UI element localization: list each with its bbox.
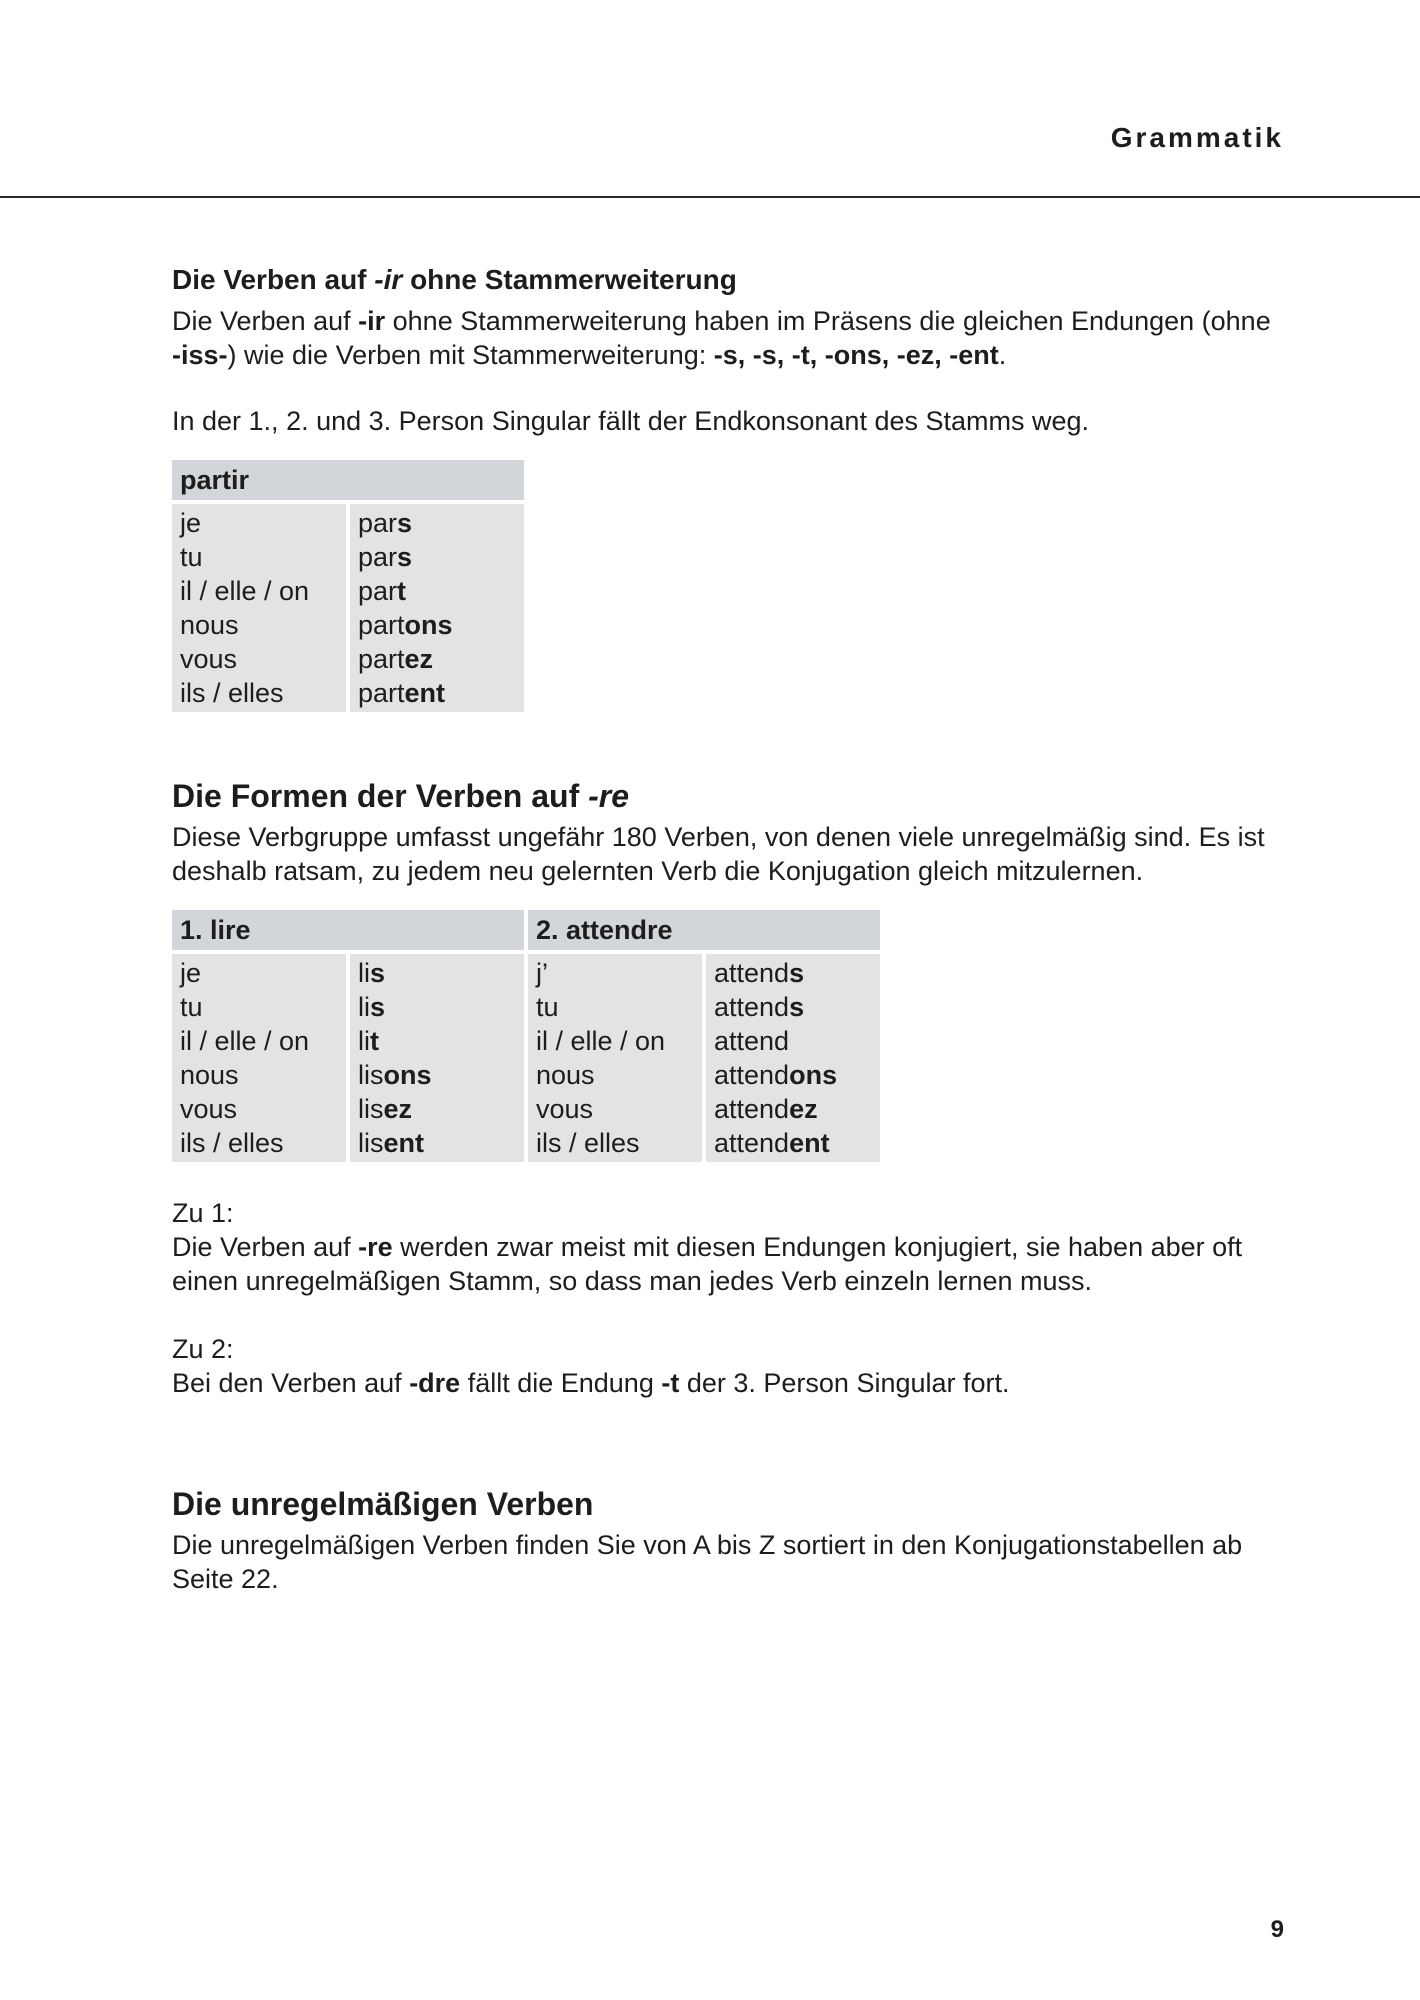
pronoun: j’ (536, 958, 548, 988)
pronoun: nous (180, 610, 239, 640)
table-header-lire: 1. lire (172, 910, 524, 950)
paragraph-ir-endings: Die Verben auf -ir ohne Stammerweiterung haben im Präsens die gleichen Endungen (ohne -iss-) wie die Verben mit Stammerweiterung: -s, -s, -t, -ons, -ez, -ent. (172, 306, 1271, 370)
paragraph-irregular-verbs: Die unregelmäßigen Verben finden Sie von A bis Z sortiert in den Konjugationstabellen ab Seite 22. (172, 1530, 1243, 1594)
table-header-attendre: 2. attendre (528, 910, 880, 950)
note-text-2: Bei den Verben auf -dre fällt die Endung -t der 3. Person Singular fort. (172, 1368, 1010, 1398)
verb-form: lis (358, 992, 386, 1022)
pronoun: ils / elles (180, 1128, 284, 1158)
table-header: partir (172, 460, 524, 500)
pronoun: nous (180, 1060, 239, 1090)
pronoun: vous (536, 1094, 594, 1124)
verb-form-column-attendre (706, 954, 880, 1162)
verb-form: pars (358, 508, 413, 538)
pronoun: il / elle / on (180, 576, 310, 606)
pronoun-column (172, 504, 346, 712)
conjugation-table-partir (168, 456, 528, 716)
note-text-1: Die Verben auf -re werden zwar meist mit diesen Endungen konjugiert, sie haben aber oft einen unregelmäßigen Stamm, so dass man jedes Verb einzeln lernen muss. (172, 1232, 1243, 1296)
page-content (172, 262, 1282, 1596)
pronoun: tu (180, 542, 203, 572)
pronoun: ils / elles (180, 678, 284, 708)
pronoun: je (180, 958, 202, 988)
section-heading-re-verbs: Die Formen der Verben auf -re (172, 778, 630, 814)
verb-form: lisent (358, 1128, 424, 1158)
pronoun: vous (180, 644, 238, 674)
pronoun: ils / elles (536, 1128, 640, 1158)
verb-form: partez (358, 644, 434, 674)
running-head: Grammatik (1110, 122, 1284, 153)
paragraph-re-verbs-intro: Diese Verbgruppe umfasst ungefähr 180 Verben, von denen viele unregelmäßig sind. Es ist deshalb ratsam, zu jedem neu gelernten Verb die Konjugation gleich mitzulernen. (172, 822, 1265, 886)
verb-form: attends (714, 958, 805, 988)
note-label-2: Zu 2: (172, 1334, 234, 1364)
note-label-1: Zu 1: (172, 1198, 234, 1228)
pronoun: vous (180, 1094, 238, 1124)
verb-form: attendent (714, 1128, 830, 1158)
conjugation-table-lire-attendre (168, 906, 884, 1166)
header-rule (0, 196, 1420, 198)
verb-form: attends (714, 992, 805, 1022)
verb-form: attend (714, 1026, 790, 1056)
verb-form: attendons (714, 1060, 838, 1090)
verb-form-column (350, 504, 524, 712)
verb-form: partent (358, 678, 446, 708)
section-heading-irregular-verbs: Die unregelmäßigen Verben (172, 1486, 594, 1522)
verb-form: attendez (714, 1094, 818, 1124)
page-number: 9 (1270, 1916, 1284, 1943)
pronoun-column (528, 954, 702, 1162)
pronoun: je (180, 508, 202, 538)
verb-form: part (358, 576, 407, 606)
verb-form: lisez (358, 1094, 413, 1124)
paragraph-stem-consonant: In der 1., 2. und 3. Person Singular fällt der Endkonsonant des Stamms weg. (172, 406, 1090, 436)
verb-form: lisons (358, 1060, 432, 1090)
pronoun: il / elle / on (180, 1026, 310, 1056)
section-heading-ir-verbs: Die Verben auf -ir ohne Stammerweiterung (172, 264, 737, 295)
verb-form: partons (358, 610, 453, 640)
pronoun-column (172, 954, 346, 1162)
pronoun: il / elle / on (536, 1026, 666, 1056)
pronoun: tu (180, 992, 203, 1022)
pronoun: tu (536, 992, 559, 1022)
verb-form: lit (358, 1026, 379, 1056)
verb-form: pars (358, 542, 413, 572)
pronoun: nous (536, 1060, 595, 1090)
verb-form-column-lire (350, 954, 524, 1162)
verb-form: lis (358, 958, 386, 988)
